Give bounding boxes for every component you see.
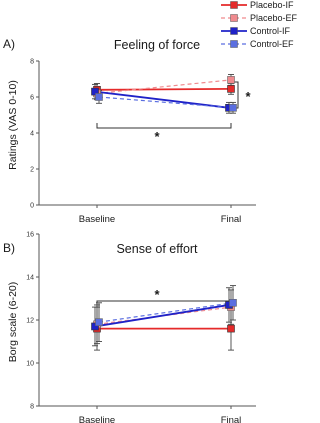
legend bbox=[221, 0, 298, 49]
series-line bbox=[99, 303, 233, 322]
y-tick-label: 4 bbox=[30, 130, 34, 138]
y-tick-label: 12 bbox=[26, 317, 34, 325]
data-point bbox=[228, 85, 235, 92]
y-tick-label: 16 bbox=[26, 231, 34, 239]
x-tick-label: Final bbox=[220, 415, 242, 423]
legend-marker bbox=[231, 28, 238, 35]
legend-marker bbox=[231, 2, 238, 9]
legend-marker bbox=[231, 15, 238, 22]
panel-b-title: Sense of effort bbox=[116, 242, 198, 256]
significance-bracket bbox=[97, 123, 231, 128]
legend-label: Control-EF bbox=[250, 39, 294, 50]
panel-b-letter: B) bbox=[3, 241, 15, 255]
series-line bbox=[97, 80, 231, 94]
x-tick-label: Baseline bbox=[78, 415, 116, 423]
y-tick-label: 14 bbox=[26, 274, 34, 282]
y-tick-label: 10 bbox=[26, 360, 34, 368]
panel-b bbox=[3, 232, 256, 423]
series-line bbox=[97, 89, 231, 90]
panel-a-letter: A) bbox=[3, 37, 15, 51]
significance-star: * bbox=[154, 129, 160, 144]
significance-star: * bbox=[245, 89, 251, 104]
y-tick-label: 8 bbox=[30, 403, 34, 411]
legend-label: Control-IF bbox=[250, 26, 291, 37]
x-tick-label: Final bbox=[220, 214, 242, 225]
series-line bbox=[99, 97, 233, 108]
y-tick-label: 6 bbox=[30, 94, 34, 102]
data-point bbox=[230, 299, 237, 306]
series-line bbox=[95, 92, 229, 108]
panel-a-title: Feeling of force bbox=[113, 38, 201, 52]
y-tick-label: 0 bbox=[30, 202, 34, 210]
data-point bbox=[228, 325, 235, 332]
y-tick-label: 8 bbox=[30, 58, 34, 66]
y-tick-label: 2 bbox=[30, 166, 34, 174]
legend-label: Placebo-EF bbox=[250, 13, 298, 24]
panel-a bbox=[3, 37, 256, 225]
data-point bbox=[96, 319, 103, 326]
data-point bbox=[228, 76, 235, 83]
data-point bbox=[96, 94, 103, 101]
panel-b-ylabel: Borg scale (6-20) bbox=[7, 281, 19, 363]
legend-label: Placebo-IF bbox=[250, 0, 294, 11]
panel-a-ylabel: Ratings (VAS 0-10) bbox=[7, 80, 19, 170]
data-point bbox=[230, 104, 237, 111]
significance-star: * bbox=[154, 287, 160, 302]
x-tick-label: Baseline bbox=[78, 214, 116, 225]
legend-marker bbox=[231, 41, 238, 48]
series-line bbox=[95, 305, 229, 327]
